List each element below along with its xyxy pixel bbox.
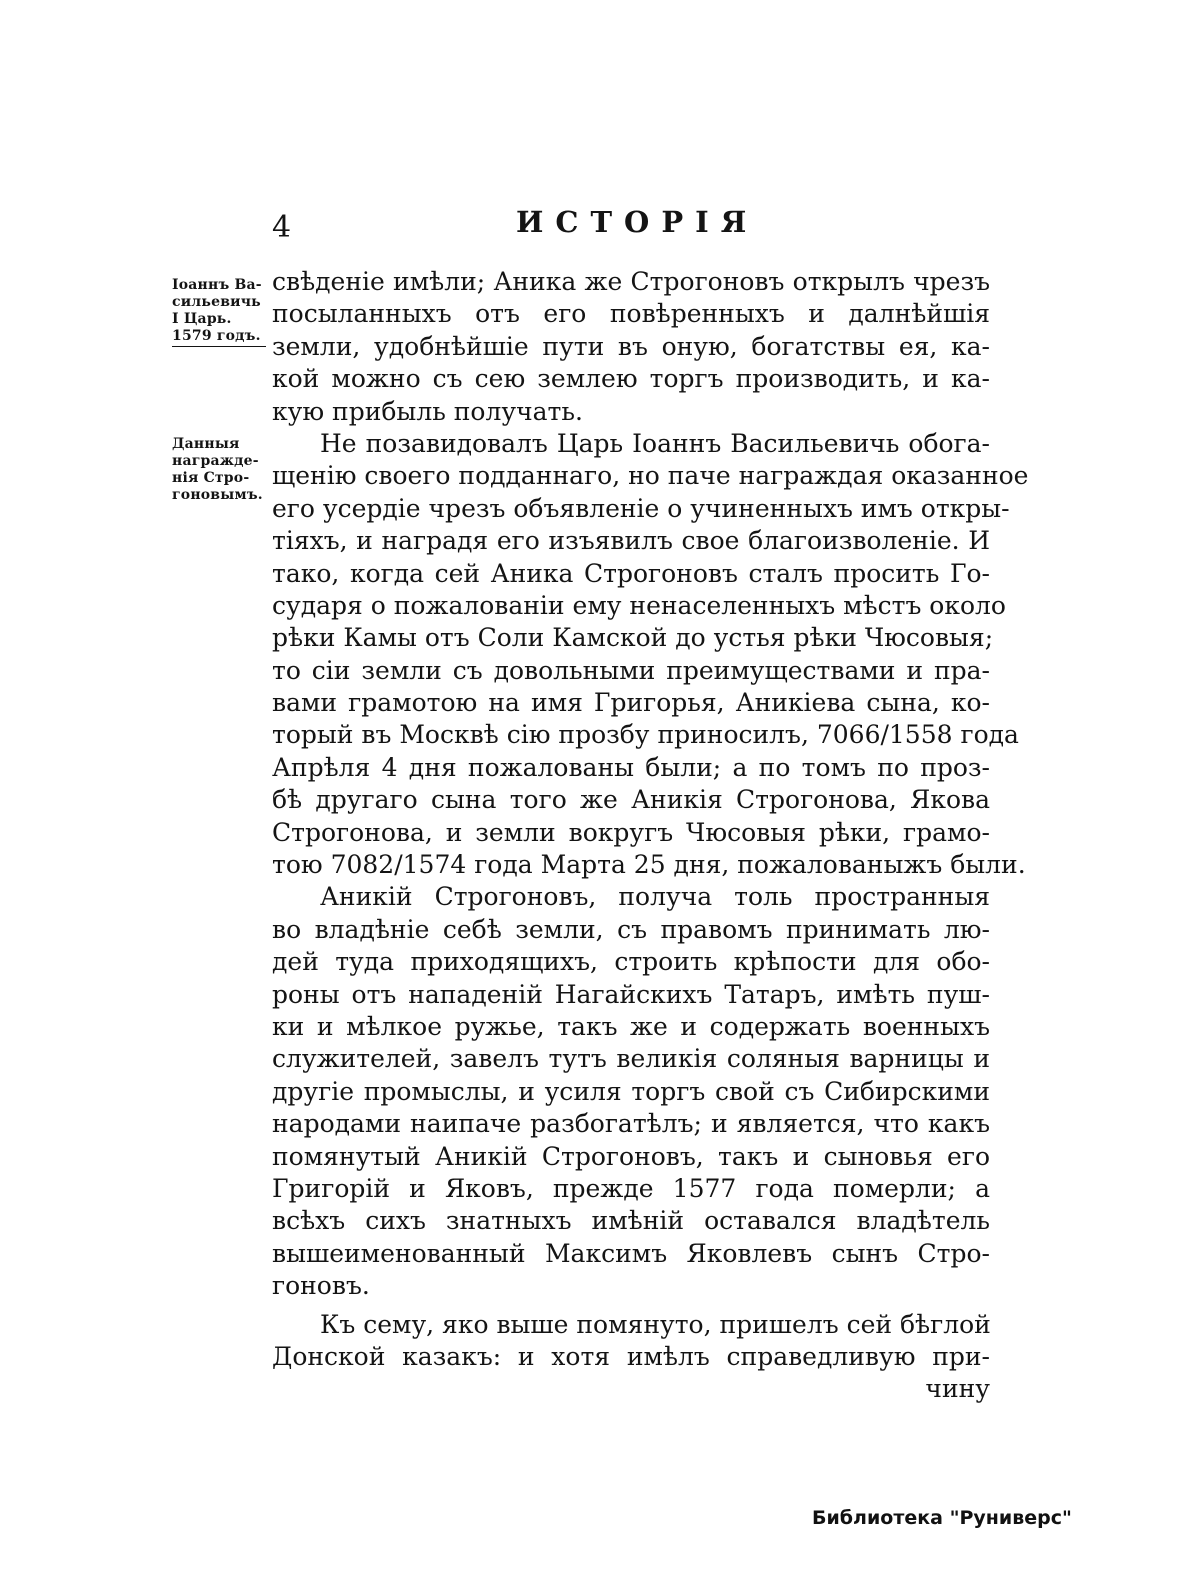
text-line: ки и мѣлкое ружье, такъ же и содержать военныхъ	[272, 1011, 990, 1041]
text-line: дей туда приходящихъ, строить крѣпости для обо-	[272, 947, 990, 977]
text-line: сударя о пожалованіи ему ненаселенныхъ мѣстъ около	[272, 590, 1006, 620]
text-line: Строгонова, и земли вокругъ Чюсовыя рѣки, грамо-	[272, 817, 990, 847]
text-line: кой можно съ сею землею торгъ производить, и ка-	[272, 364, 990, 394]
paragraph-first-line: Къ сему, яко выше помянуто, пришелъ сей бѣглой	[320, 1309, 991, 1339]
margin-note-line: Іоаннъ Ва-	[172, 277, 262, 293]
margin-note-year: 1579 годъ.	[172, 328, 266, 347]
text-line: тіяхъ, и наградя его изъявилъ свое благоизволеніе. И	[272, 526, 990, 556]
text-line: народами наипаче разбогатѣлъ; и является, что какъ	[272, 1109, 990, 1139]
text-line: свѣденіе имѣли; Аника же Строгоновъ открылъ чрезъ	[272, 267, 990, 296]
margin-note-line: сильевичь	[172, 294, 261, 310]
text-line: кую прибыль получать.	[272, 396, 583, 426]
text-line: щенію своего подданнаго, но паче награждая оказанное	[272, 461, 1029, 491]
text-line: вами грамотою на имя Григорья, Аникіева сына, ко-	[272, 688, 990, 718]
text-line: земли, удобнѣйшіе пути въ оную, богатствы ея, ка-	[272, 331, 990, 361]
catchword: чину	[925, 1374, 990, 1404]
text-line: бѣ другаго сына того же Аникія Строгонова, Якова	[272, 785, 990, 815]
text-line: посыланныхъ отъ его повѣренныхъ и далнѣйшія	[272, 299, 990, 329]
margin-note-line: награжде-	[172, 453, 259, 469]
text-line: то сіи земли съ довольными преимуществами и пра-	[272, 655, 990, 685]
margin-note-line: нія Стро-	[172, 470, 250, 486]
margin-note-line: І Царь.	[172, 311, 232, 327]
text-line: Григорій и Яковъ, прежде 1577 года померли; а	[272, 1173, 990, 1203]
text-line: гоновъ.	[272, 1271, 370, 1301]
margin-note-line: Данныя	[172, 436, 240, 452]
margin-note-line: гоновымъ.	[172, 487, 263, 503]
text-line: вышеименованный Максимъ Яковлевъ сынъ Стро-	[272, 1238, 990, 1268]
text-line: тако, когда сей Аника Строгоновъ сталъ просить Го-	[272, 558, 990, 588]
page-number: 4	[272, 210, 292, 245]
text-line: служителей, завелъ тутъ великія соляныя варницы и	[272, 1044, 990, 1074]
text-line: Донской казакъ: и хотя имѣлъ справедливую при-	[272, 1341, 990, 1371]
margin-note-ioann	[172, 277, 266, 347]
text-line: другіе промыслы, и усиля торгъ свой съ Сибирскими	[272, 1076, 990, 1106]
body-text	[272, 266, 1029, 1406]
text-line: тою 7082/1574 года Марта 25 дня, пожалованыжъ были.	[272, 850, 1026, 880]
text-line: всѣхъ сихъ знатныхъ имѣній оставался владѣтель	[272, 1206, 990, 1236]
paragraph-first-line: Не позавидовалъ Царь Іоаннъ Васильевичь обога-	[320, 428, 990, 458]
text-line: его усердіе чрезъ объявленіе о учиненныхъ имъ откры-	[272, 493, 1010, 523]
text-line: роны отъ нападеній Нагайскихъ Татаръ, имѣть пуш-	[272, 979, 990, 1009]
text-line: Апрѣля 4 дня пожалованы были; а по томъ по проз-	[272, 752, 990, 782]
paragraph-first-line: Аникій Строгоновъ, получа толь пространныя	[320, 882, 990, 912]
text-line: торый въ Москвѣ сію прозбу приносилъ, 7066/1558 года	[272, 720, 1019, 750]
running-title: ИСТОРІЯ	[516, 205, 759, 239]
text-line: помянутый Аникій Строгоновъ, такъ и сыновья его	[272, 1141, 990, 1171]
library-watermark: Библиотека "Руниверс"	[812, 1507, 1072, 1529]
text-line: во владѣніе себѣ земли, съ правомъ принимать лю-	[272, 914, 990, 944]
margin-note-grants	[172, 436, 266, 504]
text-line: рѣки Камы отъ Соли Камской до устья рѣки Чюсовыя;	[272, 623, 994, 653]
